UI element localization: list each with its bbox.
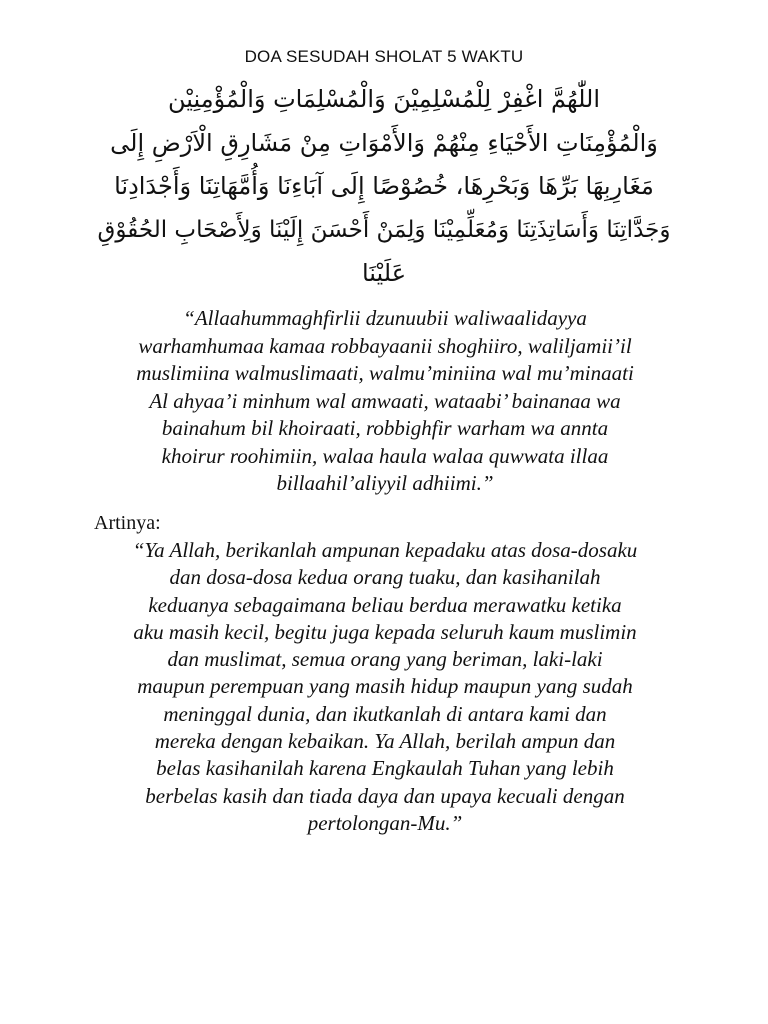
arabic-line: اللّٰهُمَّ اغْفِرْ لِلْمُسْلِمِيْنَ وَالْمُسْلِمَاتِ وَالْمُؤْمِنِيْن	[168, 85, 600, 113]
transliteration-line: warhamhumaa kamaa robbayaanii shoghiiro, waliljamii’il	[138, 333, 632, 358]
transliteration-line: bainahum bil khoiraati, robbighfir warham wa annta	[161, 416, 609, 440]
arabic-line: مَغَارِبِهَا بَرِّهَا وَبَحْرِهَا، خُصُوْصًا إِلَى آبَاءِنَا وَأُمَّهَاتِنَا وَأَجْدَادِنَا	[114, 172, 654, 200]
meaning-line: keduanya sebagaimana beliau berdua merawatku ketika	[148, 592, 622, 617]
meaning-line: pertolongan-Mu.”	[307, 810, 463, 835]
transliteration-line: “Allaahummaghfirlii dzunuubii waliwaalidayya	[183, 306, 587, 330]
transliteration-line: Al ahyaa’i minhum wal amwaati, wataabi’ bainanaa wa	[149, 388, 621, 413]
meaning-line: dan dosa-dosa kedua orang tuaku, dan kasihanilah	[169, 565, 601, 590]
meaning-line: belas kasihanilah karena Engkaulah Tuhan yang lebih	[156, 756, 614, 781]
meaning-line: dan muslimat, semua orang yang beriman, laki-laki	[167, 647, 603, 672]
transliteration-line: billaahil’aliyyil adhiimi.”	[276, 471, 494, 495]
transliteration-line: muslimiina walmuslimaati, walmu’miniina wal mu’minaati	[136, 361, 634, 385]
arabic-line: وَالْمُؤْمِنَاتِ الأَحْيَاءِ مِنْهُمْ وَالأَمْوَاتِ مِنْ مَشَارِقِ الْاَرْضِ إِلَى	[110, 128, 658, 157]
meaning-line: meninggal dunia, dan ikutkanlah di antara kami dan	[163, 701, 607, 726]
document-title: DOA SESUDAH SHOLAT 5 WAKTU	[244, 47, 524, 66]
meaning-line: maupun perempuan yang masih hidup maupun yang sudah	[137, 674, 633, 699]
meaning-line: “Ya Allah, berikanlah ampunan kepadaku atas dosa-dosaku	[132, 538, 638, 562]
arabic-line: وَجَدَّاتِنَا وَأَسَاتِذَتِنَا وَمُعَلِّمِيْنَا وَلِمَنْ أَحْسَنَ إِلَيْنَا وَلِأَصْحَابِ الحُقُوْقِ	[97, 216, 671, 243]
meaning-line: aku masih kecil, begitu juga kepada seluruh kaum muslimin	[133, 619, 637, 644]
arabic-prayer-text	[92, 78, 676, 296]
transliteration-line: khoirur roohimiin, walaa haula walaa quwwata illaa	[161, 443, 609, 468]
meaning-label: Artinya:	[94, 512, 161, 534]
arabic-line: عَلَيْنَا	[361, 259, 407, 287]
meaning-line: berbelas kasih dan tiada daya dan upaya kecuali dengan	[145, 783, 625, 808]
transliteration-text	[90, 305, 680, 498]
meaning-line: mereka dengan kebaikan. Ya Allah, berilah ampun dan	[154, 729, 616, 754]
meaning-text	[90, 537, 680, 837]
